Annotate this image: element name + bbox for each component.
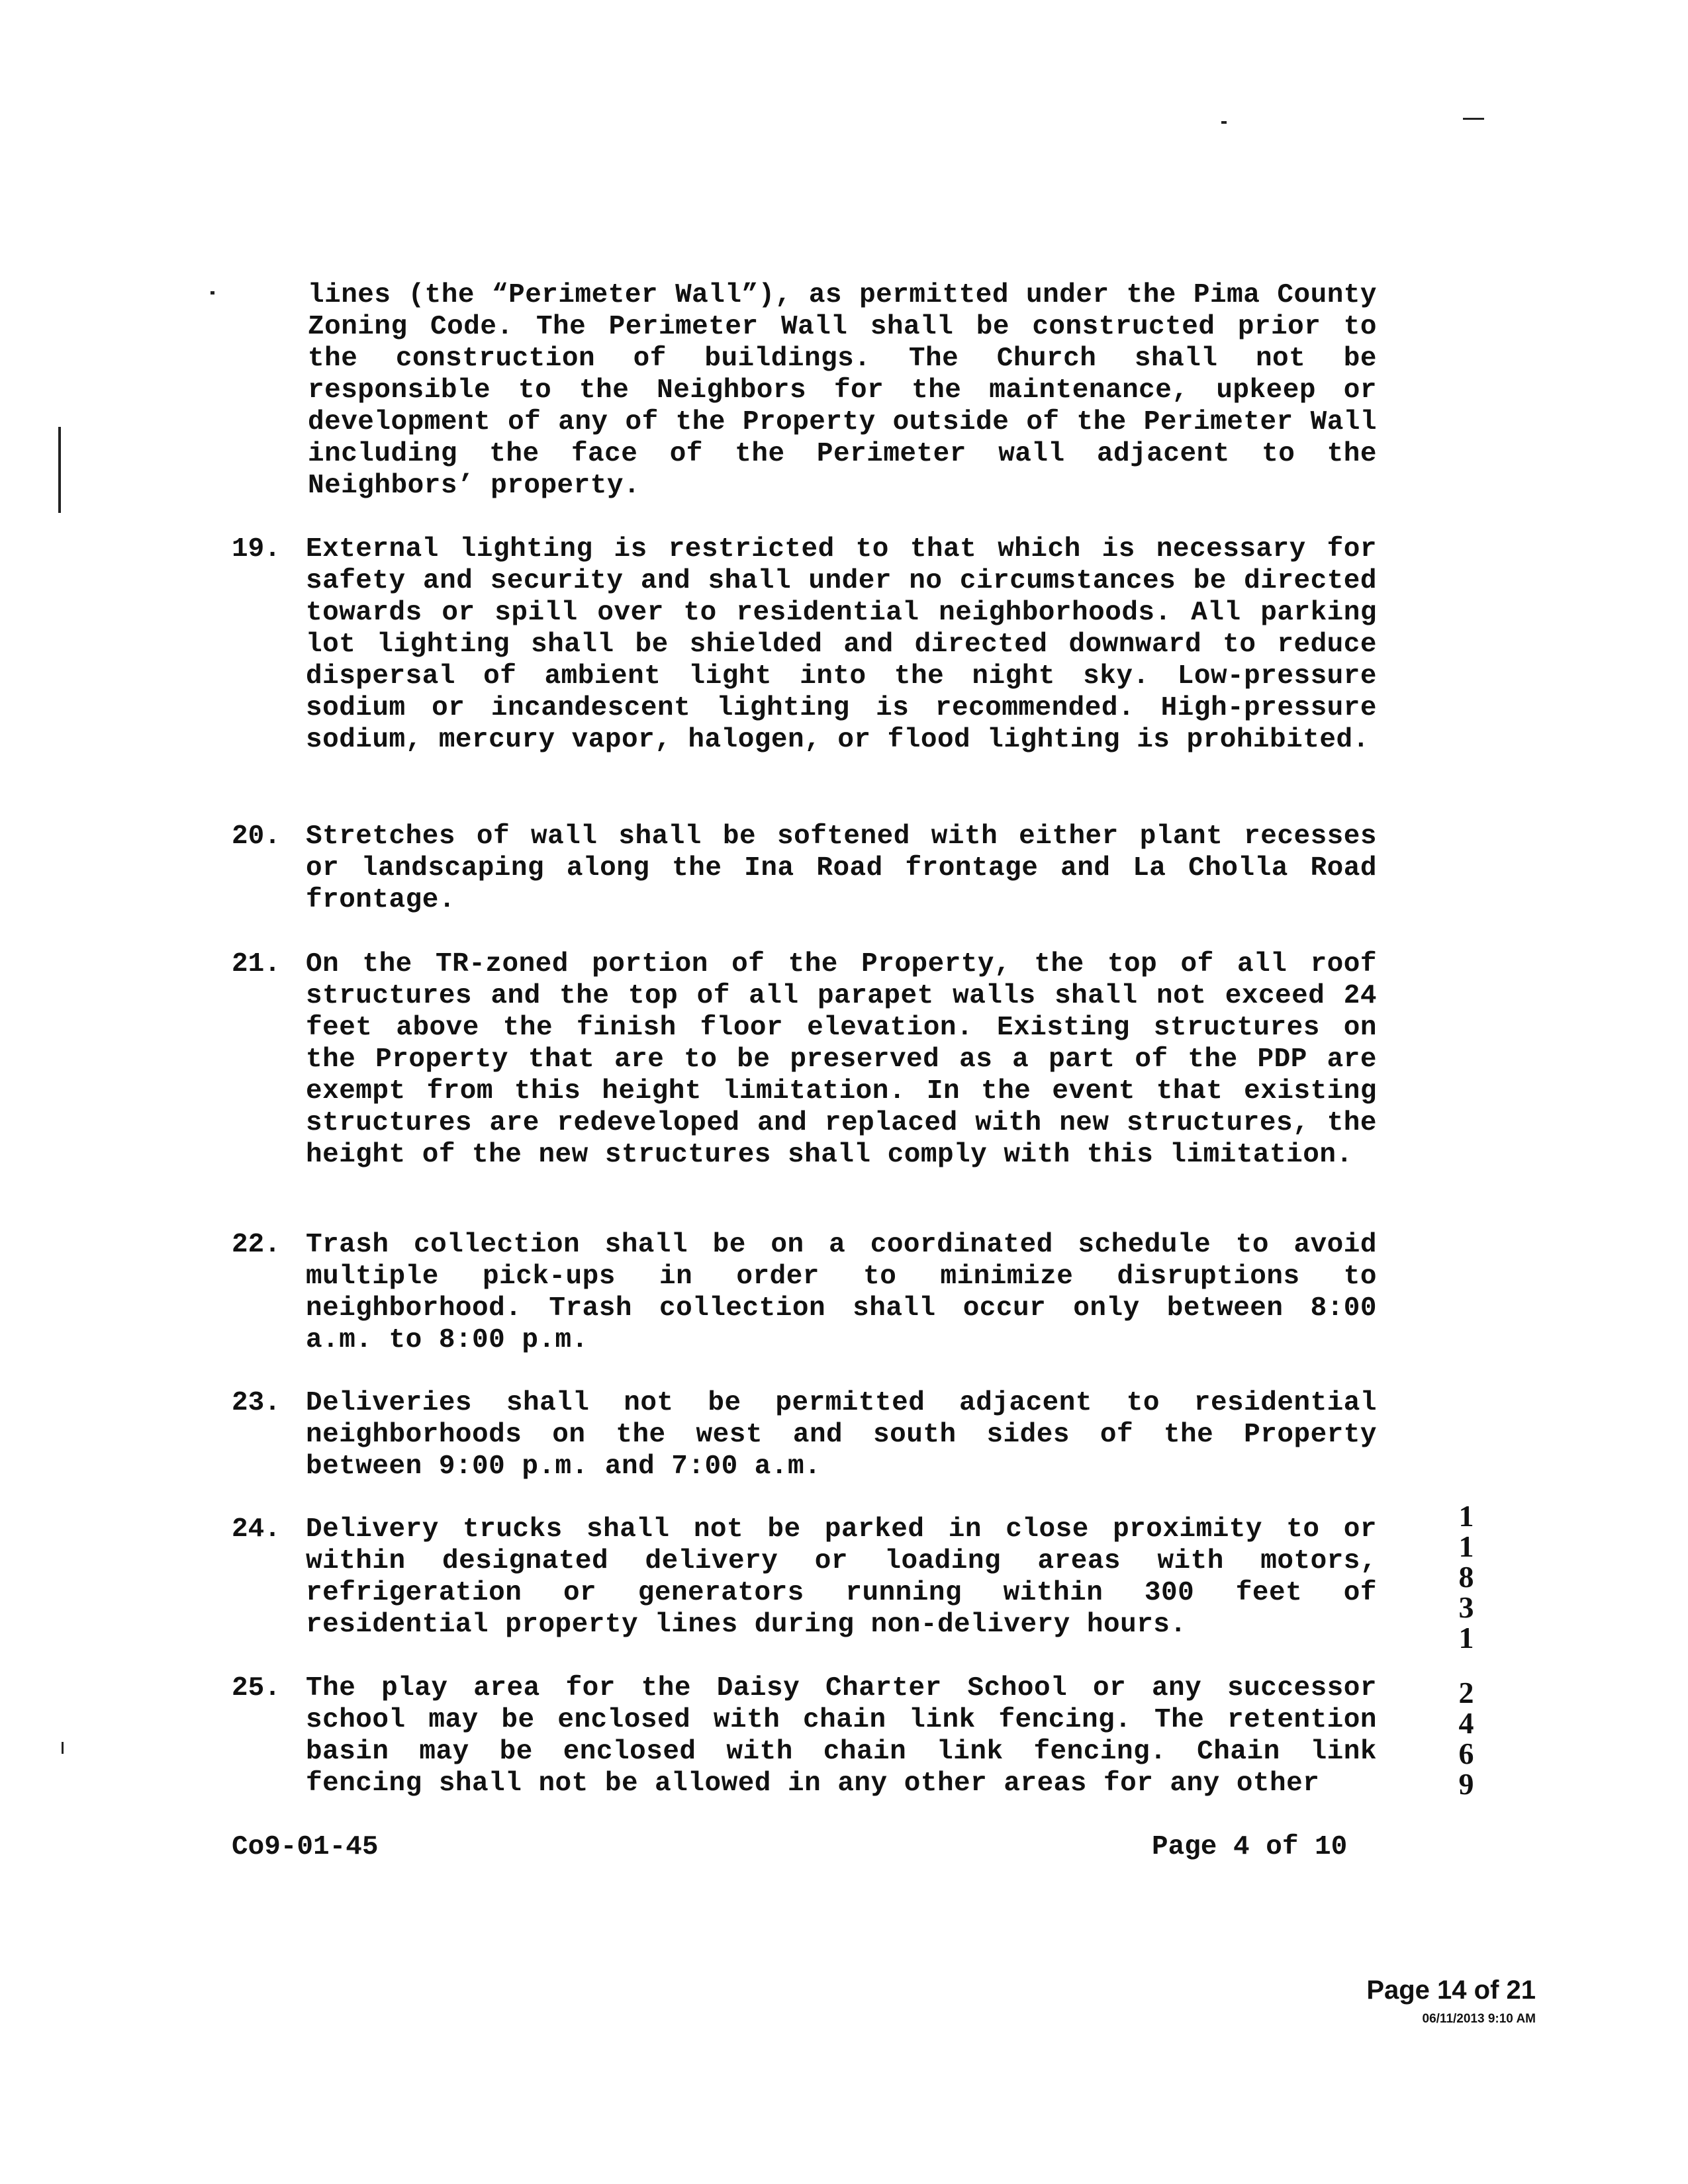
recording-digit: 1: [1458, 1621, 1474, 1655]
item-number: 19.: [232, 534, 281, 565]
item-text: Delivery trucks shall not be parked in close proximity to or within designated delivery or loading areas with motors, refrigeration or generators running within 300 feet of residential property lines during non-delivery hours.: [306, 1514, 1377, 1640]
recording-digit: 1: [1458, 1529, 1474, 1563]
item-text: Stretches of wall shall be softened with either plant recesses or landscaping along the Ina Road frontage and La Cholla Road frontage.: [306, 821, 1377, 915]
item-number: 25.: [232, 1673, 281, 1704]
list-item: [232, 1387, 1377, 1482]
item-number: 21.: [232, 949, 281, 979]
recording-digit: 9: [1458, 1767, 1474, 1801]
list-item: [232, 821, 1377, 916]
recording-digit: 2: [1458, 1676, 1474, 1709]
item-text: Deliveries shall not be permitted adjacent to residential neighborhoods on the west and south sides of the Property between 9:00 p.m. and 7:00 a.m.: [306, 1388, 1377, 1482]
item-text: Trash collection shall be on a coordinated schedule to avoid multiple pick-ups in order to minimize disruptions to neighborhood. Trash collection shall occur only between 8:00 a.m. to 8:00 p.m.: [306, 1230, 1377, 1355]
scan-mark-left-bar: [58, 427, 61, 513]
print-stamp-page: Page 14 of 21: [1366, 1976, 1536, 2005]
recording-digit: 1: [1458, 1499, 1474, 1533]
list-item: [232, 533, 1377, 756]
intro-paragraph: lines (the “Perimeter Wall”), as permitted under the Pima County Zoning Code. The Perimeter Wall shall be constructed prior to the construction of buildings. The Church shall not be responsible to the Neighbors for the maintenance, upkeep or development of any of the Property outside of the Perimeter Wall including the face of the Perimeter wall adjacent to the Neighbors’ property.: [308, 280, 1377, 501]
print-stamp-datetime: 06/11/2013 9:10 AM: [1422, 2012, 1536, 2026]
recording-book-number: [1446, 1501, 1486, 1653]
item-number: 24.: [232, 1514, 281, 1545]
list-item: [232, 948, 1377, 1171]
recording-digit: 3: [1458, 1590, 1474, 1624]
list-item: [232, 1672, 1377, 1799]
page-number: Page 4 of 10: [1152, 1832, 1348, 1862]
item-text: On the TR-zoned portion of the Property, the top of all roof structures and the top of all parapet walls shall not exceed 24 feet above the finish floor elevation. Existing structures on the Property that are to be preserved as a part of the PDP are exempt from this height limitation. In the event that existing structures are redeveloped and replaced with new structures, the height of the new structures shall comply with this limitation.: [306, 949, 1377, 1170]
item-text: The play area for the Daisy Charter School or any successor school may be enclosed with chain link fencing. The retention basin may be enclosed with chain link fencing. Chain link fencing shall not be allowed in any other areas for any other: [306, 1673, 1377, 1799]
recording-digit: 6: [1458, 1737, 1474, 1770]
recording-digit: 8: [1458, 1560, 1474, 1594]
list-item: [232, 1514, 1377, 1641]
scan-mark-top-dot: [1221, 121, 1227, 124]
recording-page-number: [1446, 1678, 1486, 1799]
item-text: External lighting is restricted to that which is necessary for safety and security and shall under no circumstances be directed towards or spill over to residential neighborhoods. All parking lot lighting shall be shielded and directed downward to reduce dispersal of ambient light into the night sky. Low-pressure sodium or incandescent lighting is recommended. High-pressure sodium, mercury vapor, halogen, or flood lighting is prohibited.: [306, 534, 1377, 755]
recording-digit: 4: [1458, 1706, 1474, 1740]
item-number: 23.: [232, 1388, 281, 1418]
case-number: Co9-01-45: [232, 1832, 379, 1862]
scan-mark-dot: [211, 291, 214, 295]
item-number: 20.: [232, 821, 281, 852]
scan-mark-top-dash: [1463, 118, 1484, 120]
scan-mark-left-small: [62, 1742, 64, 1754]
list-item: [232, 1229, 1377, 1356]
item-number: 22.: [232, 1230, 281, 1260]
